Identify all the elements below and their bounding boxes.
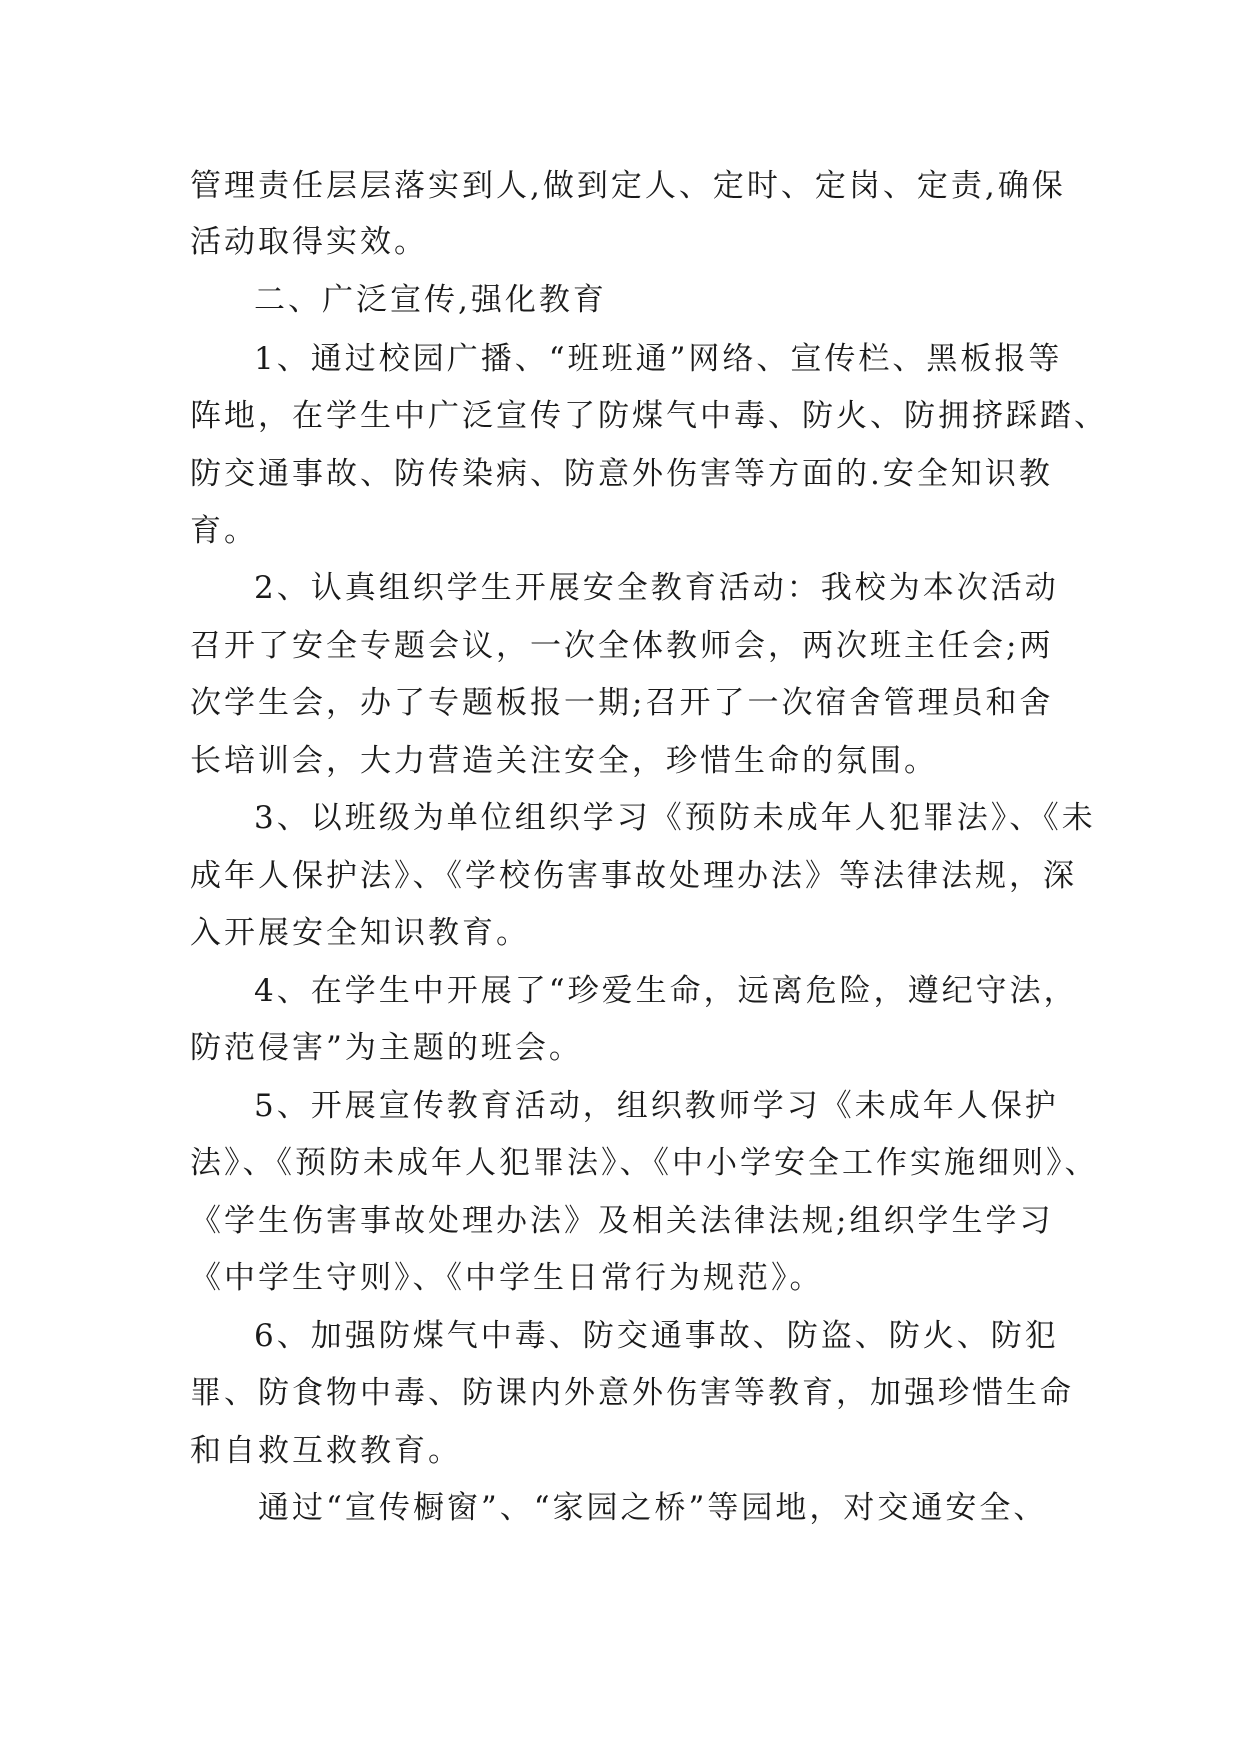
- text-line: 次学生会，办了专题板报一期;召开了一次宿舍管理员和舍: [190, 685, 1054, 721]
- text-line: 通过“宣传橱窗”、“家园之桥”等园地，对交通安全、: [258, 1490, 1048, 1526]
- text-line: 罪、防食物中毒、防课内外意外伤害等教育，加强珍惜生命: [190, 1375, 1074, 1411]
- text-line: 召开了安全专题会议，一次全体教师会，两次班主任会;两: [190, 628, 1054, 664]
- text-line: 育。: [190, 513, 258, 549]
- text-line: 3、以班级为单位组织学习《预防未成年人犯罪法》、《未: [254, 800, 1096, 836]
- text-line: 长培训会，大力营造关注安全，珍惜生命的氛围。: [190, 743, 938, 779]
- text-line: 法》、《预防未成年人犯罪法》、《中小学安全工作实施细则》、: [190, 1145, 1099, 1181]
- text-line: 《学生伤害事故处理办法》及相关法律法规;组织学生学习: [190, 1203, 1054, 1239]
- text-line: 阵地，在学生中广泛宣传了防煤气中毒、防火、防拥挤踩踏、: [190, 398, 1108, 434]
- text-line: 4、在学生中开展了“珍爱生命，远离危险，遵纪守法，: [254, 973, 1078, 1009]
- text-line: 5、开展宣传教育活动，组织教师学习《未成年人保护: [254, 1088, 1059, 1124]
- text-line: 活动取得实效。: [190, 224, 428, 260]
- text-line: 2、认真组织学生开展安全教育活动：我校为本次活动: [254, 570, 1059, 606]
- text-line: 入开展安全知识教育。: [190, 915, 530, 951]
- text-line: 防交通事故、防传染病、防意外伤害等方面的.安全知识教: [190, 456, 1053, 492]
- text-line: 防范侵害”为主题的班会。: [190, 1030, 583, 1066]
- section-heading: 二、广泛宣传,强化教育: [254, 282, 607, 318]
- text-line: 1、通过校园广播、“班班通”网络、宣传栏、黑板报等: [254, 341, 1063, 377]
- text-line: 和自救互救教育。: [190, 1433, 462, 1469]
- text-line: 成年人保护法》、《学校伤害事故处理办法》等法律法规，深: [190, 858, 1077, 894]
- text-line: 《中学生守则》、《中学生日常行为规范》。: [190, 1260, 824, 1296]
- text-line: 管理责任层层落实到人,做到定人、定时、定岗、定责,确保: [190, 168, 1066, 204]
- text-line: 6、加强防煤气中毒、防交通事故、防盗、防火、防犯: [254, 1318, 1059, 1354]
